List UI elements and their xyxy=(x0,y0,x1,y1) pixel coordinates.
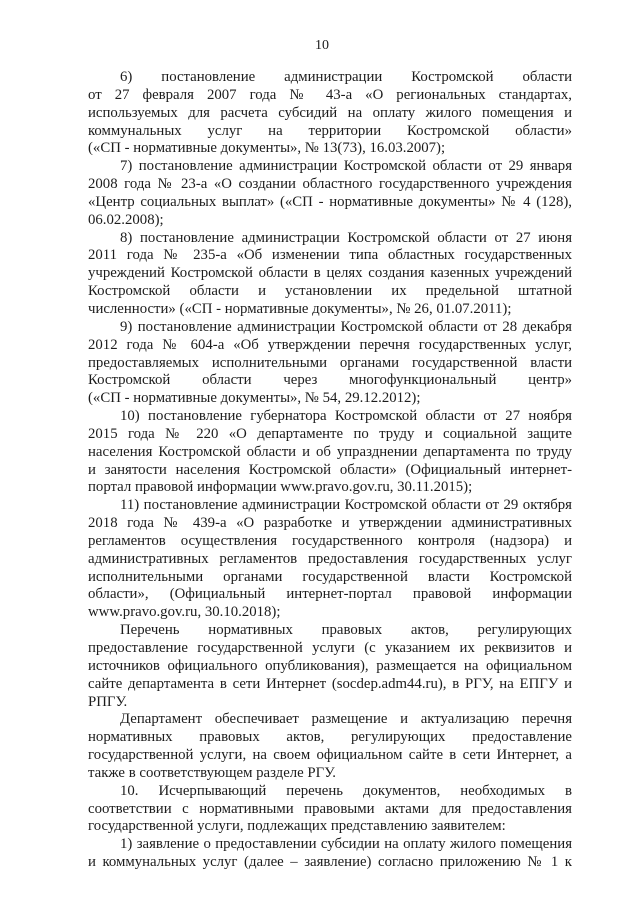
text-line: («СП - нормативные документы», № 13(73), 16.03.2007); xyxy=(88,140,446,157)
text-line: www.pravo.gov.ru, 30.10.2018); xyxy=(88,604,281,621)
text-line: 2012 года № 604-а «Об утверждении перечня государственных услуг, xyxy=(88,336,572,353)
text-line: («СП - нормативные документы», № 54, 29.12.2012); xyxy=(88,390,421,407)
section-10-required-documents xyxy=(88,783,572,837)
text-line: соответствии с нормативными правовыми актами для предоставления xyxy=(88,800,572,817)
text-line: 2008 года № 23-а «О создании областного государственного учреждения xyxy=(88,176,572,193)
text-line: Департамент обеспечивает размещение и актуализацию перечня xyxy=(120,711,572,728)
legal-act-item-8 xyxy=(88,230,572,319)
legal-act-item-6 xyxy=(88,69,572,158)
text-line: коммунальных услуг на территории Костромской области» xyxy=(88,122,572,139)
text-line: 2011 года № 235-а «Об изменении типа областных государственных xyxy=(88,247,572,264)
legal-act-item-9 xyxy=(88,319,572,408)
legal-act-item-7 xyxy=(88,158,572,229)
text-line: регламентов осуществления государственного контроля (надзора) и xyxy=(88,532,572,549)
text-line: 6) постановление администрации Костромской области xyxy=(120,69,572,85)
text-line: 7) постановление администрации Костромской области от 29 января xyxy=(120,158,572,175)
page-number: 10 xyxy=(315,38,329,53)
text-line: РПГУ. xyxy=(88,693,128,710)
text-line: 2015 года № 220 «О департаменте по труду и социальной защите xyxy=(88,425,572,442)
legal-act-item-10 xyxy=(88,408,572,497)
text-line: административных регламентов предоставления государственных услуг xyxy=(88,550,572,567)
text-line: 9) постановление администрации Костромской области от 28 декабря xyxy=(120,318,572,335)
text-line: исполнительными органами государственной власти Костромской xyxy=(88,568,572,585)
text-line: численности» («СП - нормативные документы», № 26, 01.07.2011); xyxy=(88,300,512,317)
text-line: и занятости населения Костромской области» (Официальный интернет- xyxy=(88,461,572,478)
text-line: государственной услуги, подлежащих представлению заявителем: xyxy=(88,818,506,835)
text-line: портал правовой информации www.pravo.gov.ru, 30.11.2015); xyxy=(88,479,473,496)
text-line: источников официального опубликования), размещается на официальном xyxy=(88,657,572,674)
text-line: нормативных правовых актов, регулирующих предоставление xyxy=(88,729,572,746)
text-line: 10) постановление губернатора Костромской области от 27 ноября xyxy=(120,408,572,425)
text-line: 8) постановление администрации Костромской области от 27 июня xyxy=(120,229,572,246)
text-line: учреждений Костромской области в целях создания казенных учреждений xyxy=(88,265,572,282)
text-line: используемых для расчета субсидий на оплату жилого помещения и xyxy=(88,104,572,121)
text-line: 06.02.2008); xyxy=(88,211,164,228)
text-line: государственной услуги, на своем официальном сайте в сети Интернет, а xyxy=(88,747,572,764)
text-line: также в соответствующем разделе РГУ. xyxy=(88,764,336,781)
text-line: и коммунальных услуг (далее – заявление) согласно приложению № 1 к xyxy=(88,854,572,871)
text-line: от 27 февраля 2007 года № 43-а «О региональных стандартах, xyxy=(88,86,572,103)
paragraph-acts-list-publication xyxy=(88,622,572,711)
document-item-1-application xyxy=(88,836,572,872)
legal-act-item-11 xyxy=(88,497,572,622)
paragraph-acts-list-maintenance xyxy=(88,711,572,782)
text-line: 1) заявление о предоставлении субсидии на оплату жилого помещения xyxy=(120,836,572,853)
text-line: 11) постановление администрации Костромской области от 29 октября xyxy=(120,497,572,514)
text-line: предоставляемых исполнительными органами государственной власти xyxy=(88,354,572,371)
text-line: населения Костромской области и об упразднении департамента по труду xyxy=(88,443,572,460)
text-line: области», (Официальный интернет-портал правовой информации xyxy=(88,586,572,603)
text-line: 10. Исчерпывающий перечень документов, необходимых в xyxy=(120,782,572,799)
text-line: сайте департамента в сети Интернет (socdep.adm44.ru), в РГУ, на ЕПГУ и xyxy=(88,675,572,692)
text-line: 2018 года № 439-а «О разработке и утверждении административных xyxy=(88,515,572,532)
document-body xyxy=(88,69,572,872)
text-line: «Центр социальных выплат» («СП - нормативные документы» № 4 (128), xyxy=(88,193,572,210)
text-line: Костромской области и установлении их предельной штатной xyxy=(88,283,572,300)
text-line: Перечень нормативных правовых актов, регулирующих xyxy=(120,622,572,639)
text-line: предоставление государственной услуги (с указанием их реквизитов и xyxy=(88,640,572,656)
text-line: Костромской области через многофункциональный центр» xyxy=(88,372,572,389)
